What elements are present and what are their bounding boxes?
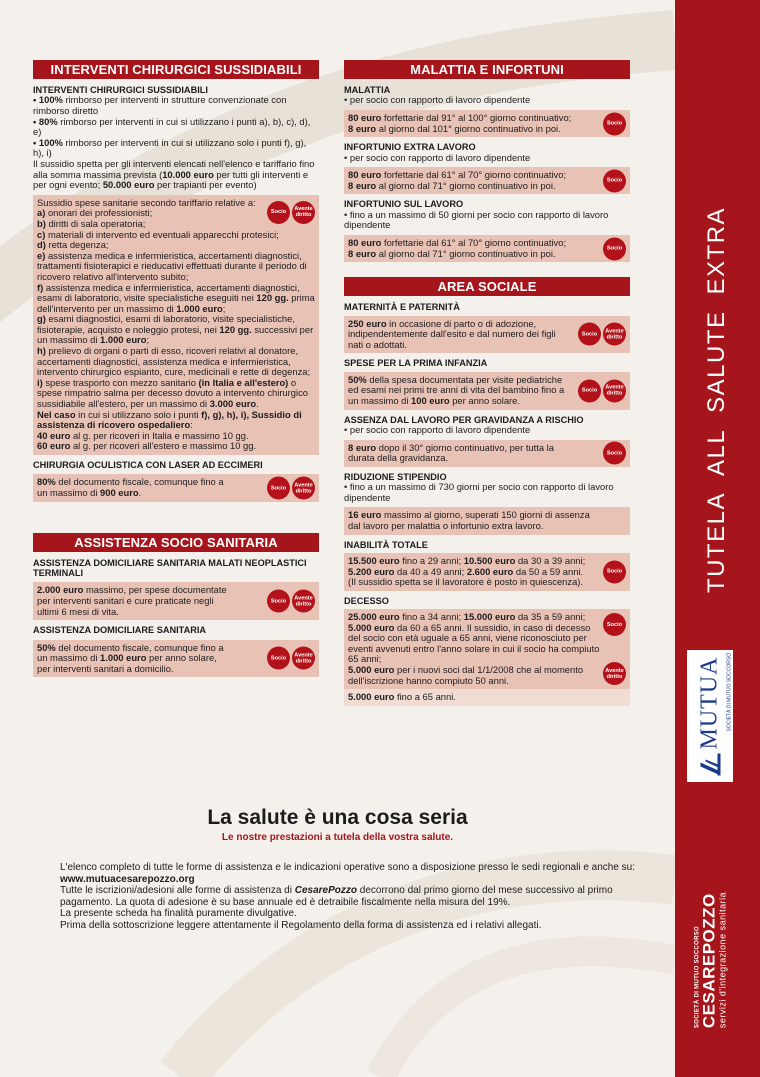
vertical-title: TUTELAALLSALUTEEXTRA bbox=[703, 206, 730, 594]
riduzione-box bbox=[344, 507, 630, 534]
cesarepozzo-logo bbox=[695, 892, 728, 1028]
domiciliare-sanitaria-text: 50% del documento fiscale, comunque fino a un massimo di 1.000 euro per anno solare, per interventi sanitari a domicilio. bbox=[37, 641, 224, 674]
infanzia-title: SPESE PER LA PRIMA INFANZIA bbox=[344, 358, 488, 369]
avente-diritto-badge: Avente diritto bbox=[292, 590, 315, 613]
brand-name: CesarePozzo bbox=[294, 885, 357, 897]
infortunio-extra-title: INFORTUNIO EXTRA LAVORO bbox=[344, 142, 476, 153]
oculistica-title: CHIRURGIA OCULISTICA CON LASER AD ECCIMERI bbox=[33, 460, 263, 470]
socio-badge: Socio bbox=[603, 169, 626, 192]
ricovero-estero: 60 euro al g. per ricoveri all'estero e massimo 10 gg. bbox=[37, 440, 257, 452]
info-line-4: Prima della sottoscrizione leggere attentamente il Regolamento della forma di assistenza ed i relativi allegati. bbox=[60, 919, 542, 931]
malattia-line-2: 8 euro al giorno dal 101° giorno continuativo in poi. bbox=[348, 122, 561, 134]
item-b: b) diritti di sala operatoria; bbox=[37, 217, 146, 229]
logo-tagline: servizi d'integrazione sanitaria bbox=[717, 891, 728, 1029]
avente-diritto-badge: Avente diritto bbox=[292, 477, 315, 500]
socio-badge: Socio bbox=[267, 590, 290, 613]
mutua-subtitle: SOCIETÀ DI MUTUO SOCCORSO bbox=[726, 652, 733, 732]
oculistica-text: 80% del documento fiscale, comunque fino a un massimo di 900 euro. bbox=[37, 476, 224, 498]
inabilita-title: INABILITÀ TOTALE bbox=[344, 539, 428, 550]
socio-badge: Socio bbox=[603, 560, 626, 583]
socio-badge: Socio bbox=[603, 237, 626, 260]
badge-group bbox=[603, 169, 626, 192]
infortunio-extra-line-2: 8 euro al giorno dal 71° giorno continuativo in poi. bbox=[348, 179, 556, 191]
slogan: La salute è una cosa seria bbox=[207, 806, 468, 829]
infortunio-lavoro-line-1: 80 euro forfettarie dal 61° al 70° giorno continuativo; bbox=[348, 236, 567, 248]
avente-diritto-badge: Avente diritto bbox=[292, 647, 315, 670]
socio-badge: Socio bbox=[603, 112, 626, 135]
badge-group bbox=[603, 560, 626, 583]
malattia-desc: • per socio con rapporto di lavoro dipendente bbox=[344, 94, 531, 106]
logo-wordmark: CESAREPOZZO bbox=[699, 893, 719, 1029]
badge-group bbox=[578, 323, 626, 346]
infanzia-text: 50% della spesa documentata per visite pediatriche ed esami nei primi tre anni di vita del bambino fino a un massimo di 100 euro per anno solare. bbox=[348, 373, 565, 406]
mutua-wordmark: MUTUA bbox=[696, 656, 723, 750]
decesso-line-1: 25.000 euro fino a 34 anni; 15.000 euro da 35 a 59 anni; bbox=[348, 611, 586, 623]
left-column bbox=[33, 60, 319, 682]
sussidio-intro: Sussidio spese sanitarie secondo tariffario relative a: bbox=[37, 196, 256, 208]
section-header-area-sociale: AREA SOCIALE bbox=[344, 277, 630, 296]
info-line-1: L'elenco completo di tutte le forme di assistenza e le indicazioni operative sono a disposizione presso le sedi regionali e anche su: www.mutuacesarepozzo.org bbox=[60, 862, 636, 885]
gravidanza-title: ASSENZA DAL LAVORO PER GRAVIDANZA A RISCHIO bbox=[344, 414, 584, 425]
decesso-line-2: 5.000 euro da 60 a 65 anni. Il sussidio, in caso di decesso del socio con età uguale a 65 anni, viene riconosciuto per eventi avvenuti entro l'anno solare in cui il socio ha compiuto 65 anni; bbox=[348, 621, 600, 665]
item-i: i) spese trasporto con mezzo sanitario (in Italia e all'estero) o spese rimpatrio salma per decesso dovuto a intervento chirurgico sussidiabile all'estero, per un massimo di 3.000 euro. bbox=[37, 376, 308, 410]
info-line-2: Tutte le iscrizioni/adesioni alle forme di assistenza di CesarePozzo decorrono dal primo giorno del mese successivo al primo pagamento. La quota di adesione è su base annuale ed è detraibile fiscalmente nella misura del 19%. bbox=[60, 885, 613, 908]
infortunio-lavoro-desc: • fino a un massimo di 50 giorni per socio con rapporto di lavoro dipendente bbox=[344, 208, 609, 231]
infortunio-lavoro-line-2: 8 euro al giorno dal 71° giorno continuativo in poi. bbox=[348, 247, 556, 259]
riduzione-desc: • fino a un massimo di 730 giorni per socio con rapporto di lavoro dipendente bbox=[344, 481, 614, 503]
infortunio-lavoro-box bbox=[344, 235, 630, 262]
info-block bbox=[60, 862, 640, 932]
avente-diritto-badge: Avente diritto bbox=[292, 201, 315, 224]
badge-group bbox=[578, 379, 626, 402]
socio-badge: Socio bbox=[603, 613, 626, 636]
infortunio-lavoro-title: INFORTUNIO SUL LAVORO bbox=[344, 199, 464, 210]
socio-badge: Socio bbox=[267, 477, 290, 500]
gravidanza-text: 8 euro dopo il 30° giorno continuativo, per tutta la durata della gravidanza. bbox=[348, 441, 554, 464]
ricovero-italia: 40 euro al g. per ricoveri in Italia e massimo 10 gg. bbox=[37, 429, 249, 441]
item-e: e) assistenza medica e infermieristica, accertamenti diagnostici, trattamenti fisioterapici e rieducativi effettuati durante il periodo di ricovero relativo all'intervento subito; bbox=[37, 249, 307, 282]
domiciliare-neoplastici-box bbox=[33, 582, 319, 620]
interventi-intro bbox=[33, 85, 319, 191]
item-a: a) onorari dei professionisti; bbox=[37, 207, 153, 219]
malattia-line-1: 80 euro forfettarie dal 91° al 100° giorno continuativo; bbox=[348, 112, 572, 123]
nel-caso-note: Nel caso in cui si utilizzano solo i punti f), g), h), i), Sussidio di assistenza di ricovero ospedaliero: bbox=[37, 408, 302, 431]
maternita-title: MATERNITÀ E PATERNITÀ bbox=[344, 302, 460, 313]
domiciliare-sanitaria-title: ASSISTENZA DOMICILIARE SANITARIA bbox=[33, 625, 207, 636]
infanzia-box bbox=[344, 372, 630, 410]
inabilita-box bbox=[344, 553, 630, 591]
maternita-text: 250 euro in occasione di parto o di adozione, indipendentemente dall'esito e dal numero dei figli nati o adottati. bbox=[348, 317, 556, 350]
info-line-3: La presente scheda ha finalità puramente divulgative. bbox=[60, 908, 297, 920]
item-d: d) retta degenza; bbox=[37, 239, 109, 251]
item-h: h) prelievo di organi o parti di esso, ricoveri relativi al donatore, accertamenti diagnostici, assistenza medica e infermieristica, intervento chirurgico espianto, cure, medicinali e rette di degenza; bbox=[37, 345, 311, 378]
domiciliare-sanitaria-box bbox=[33, 640, 319, 678]
inabilita-line-3: (Il sussidio spetta se il lavoratore è posto in quiescenza). bbox=[348, 576, 584, 588]
avente-diritto-badge: Avente diritto bbox=[603, 379, 626, 402]
socio-badge: Socio bbox=[578, 379, 601, 402]
interventi-point-2: • 80% rimborso per interventi in cui si utilizzano i punti a), b), c), d), e) bbox=[33, 115, 311, 138]
decesso-line-3: 5.000 euro per i nuovi soci dal 1/1/2008 che al momento dell'iscrizione hanno compiuto 50 anni. bbox=[348, 664, 584, 686]
socio-badge: Socio bbox=[578, 323, 601, 346]
gravidanza-box bbox=[344, 440, 630, 467]
item-c: c) materiali di intervento ed eventuali apparecchi protesici; bbox=[37, 228, 279, 240]
badge-group bbox=[267, 647, 315, 670]
badge-group-bottom bbox=[603, 662, 626, 685]
domiciliare-neoplastici-text: 2.000 euro massimo, per spese documentate per interventi sanitari e cure praticate negli ultimi 6 mesi di vita. bbox=[37, 584, 227, 617]
decesso-box bbox=[344, 609, 630, 689]
interventi-point-1: • 100% rimborso per interventi in strutture convenzionate con rimborso diretto bbox=[33, 94, 287, 116]
riduzione-title: RIDUZIONE STIPENDIO bbox=[344, 471, 447, 482]
maternita-box bbox=[344, 316, 630, 354]
decesso-title: DECESSO bbox=[344, 595, 389, 606]
infortunio-extra-line-1: 80 euro forfettarie dal 61° al 70° giorno continuativo; bbox=[348, 169, 567, 181]
logo-small-text: SOCIETÀ DI MUTUO SOCCORSO bbox=[694, 925, 701, 1029]
socio-badge: Socio bbox=[603, 442, 626, 465]
slogan-subtitle: Le nostre prestazioni a tutela della vostra salute. bbox=[221, 832, 454, 843]
section-header-socio-sanitaria: ASSISTENZA SOCIO SANITARIA bbox=[33, 533, 319, 552]
item-g: g) esami diagnostici, esami di laboratorio, visite specialistiche, fisioterapie, acquisto e noleggio protesi, nei 120 gg. successivi per un massimo di 1.000 euro; bbox=[37, 313, 314, 346]
mutua-mark-icon bbox=[700, 754, 720, 776]
badge-group bbox=[603, 237, 626, 260]
badge-group bbox=[267, 590, 315, 613]
badge-group bbox=[603, 442, 626, 465]
badge-group bbox=[267, 477, 315, 500]
website-link[interactable]: www.mutuacesarepozzo.org bbox=[60, 873, 195, 885]
socio-badge: Socio bbox=[267, 201, 290, 224]
mutua-logo bbox=[687, 650, 733, 782]
avente-diritto-badge: Avente diritto bbox=[603, 323, 626, 346]
badge-group bbox=[267, 201, 315, 224]
section-header-interventi: INTERVENTI CHIRURGICI SUSSIDIABILI bbox=[33, 60, 319, 79]
sussidio-spese-box bbox=[33, 195, 319, 455]
item-f: f) assistenza medica e infermieristica, accertamenti diagnostici, esami di laboratorio, visite specialistiche eseguiti nei 120 gg. prima dell'intervento per un massimo di 1.000 euro; bbox=[37, 281, 315, 314]
interventi-note: Il sussidio spetta per gli interventi elencati nell'elenco e tariffario fino alla somma massima prevista (10.000 euro per tutti gli interventi e per ogni evento; 50.000 euro per trapianti per evento) bbox=[33, 157, 315, 191]
malattia-box bbox=[344, 110, 630, 137]
decesso-avente-text: 5.000 euro fino a 65 anni. bbox=[348, 691, 456, 703]
malattia-title: MALATTIA bbox=[344, 85, 391, 95]
avente-diritto-badge: Avente diritto bbox=[603, 662, 626, 685]
badge-group bbox=[603, 613, 626, 636]
inabilita-line-1: 15.500 euro fino a 29 anni; 10.500 euro da 30 a 39 anni; bbox=[348, 554, 586, 566]
infortunio-extra-box bbox=[344, 167, 630, 194]
section-header-malattia: MALATTIA E INFORTUNI bbox=[344, 60, 630, 79]
interventi-subtitle: INTERVENTI CHIRURGICI SUSSIDIABILI bbox=[33, 85, 208, 95]
inabilita-line-2: 5.200 euro da 40 a 49 anni; 2.600 euro da 50 a 59 anni. bbox=[348, 565, 584, 577]
right-column bbox=[344, 60, 630, 711]
infortunio-extra-desc: • per socio con rapporto di lavoro dipendente bbox=[344, 151, 531, 163]
socio-badge: Socio bbox=[267, 647, 290, 670]
decesso-avente-box bbox=[344, 689, 630, 706]
oculistica-box bbox=[33, 474, 319, 501]
badge-group bbox=[603, 112, 626, 135]
mutua-logo-inner bbox=[696, 652, 733, 776]
riduzione-text: 16 euro massimo al giorno, superati 150 giorni di assenza dal lavoro per malattia o infortunio extra lavoro. bbox=[348, 509, 590, 531]
gravidanza-desc: • per socio con rapporto di lavoro dipendente bbox=[344, 423, 531, 435]
domiciliare-neoplastici-title: ASSISTENZA DOMICILIARE SANITARIA MALATI NEOPLASTICI TERMINALI bbox=[33, 557, 307, 578]
interventi-point-3: • 100% rimborso per interventi in cui si utilizzano solo i punti f), g), h), i) bbox=[33, 136, 307, 159]
